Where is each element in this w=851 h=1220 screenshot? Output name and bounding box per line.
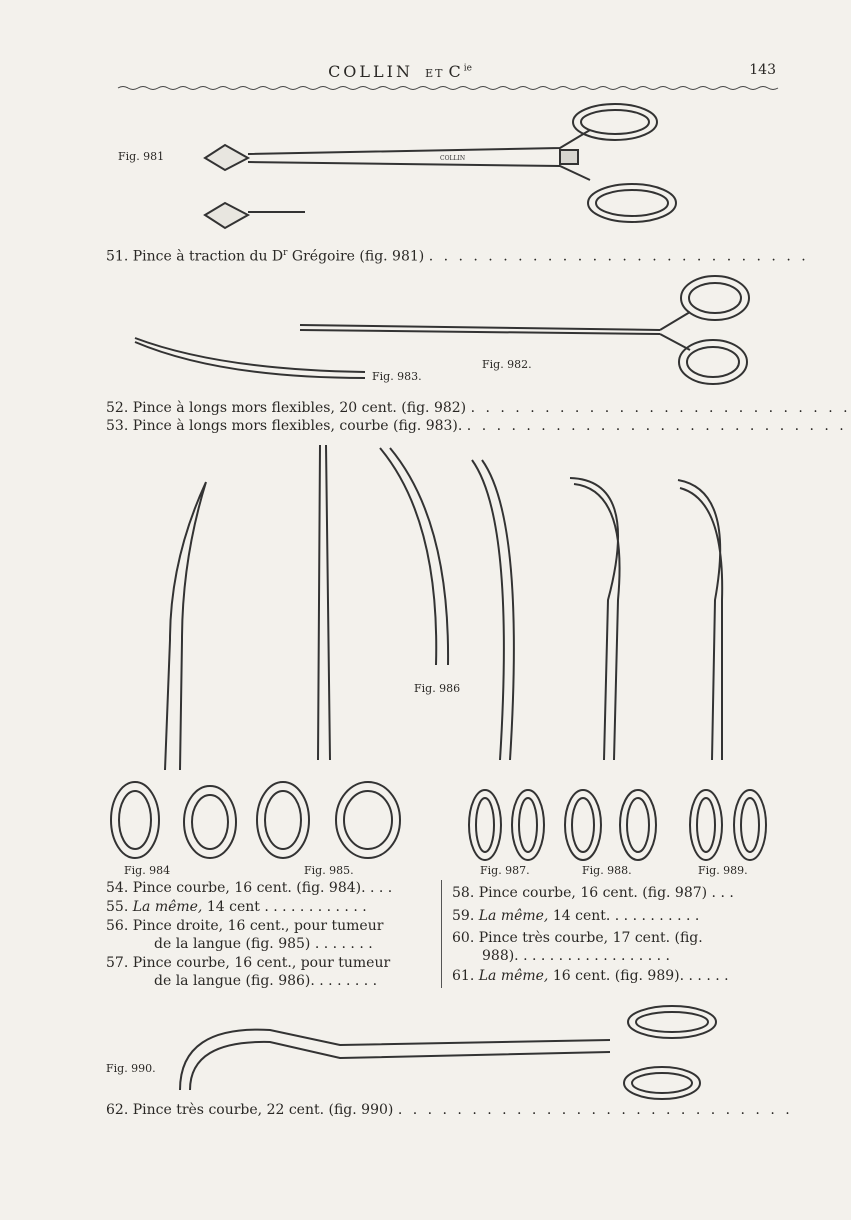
entry-52-text: 52. Pince à longs mors flexibles, 20 cent. (fig. 982)	[106, 400, 467, 416]
entry-51-sup: r	[283, 248, 288, 258]
entry-51-leader: . . . . . . . . . . . . . . . . . . . . . . . . . .	[428, 248, 809, 265]
fig-986-label: Fig. 986	[414, 682, 461, 695]
forceps-984-illustration	[111, 482, 236, 858]
fig-990-label: Fig. 990.	[106, 1062, 156, 1075]
entry-51-text: 51. Pince à traction du D	[106, 248, 284, 265]
entry-62-text: 62. Pince très courbe, 22 cent. (fig. 990)	[106, 1102, 394, 1118]
page-header-title	[0, 62, 800, 81]
entry-62	[106, 1102, 793, 1118]
entry-54: 54. Pince courbe, 16 cent. (fig. 984). . . .	[106, 880, 393, 896]
entry-51	[106, 248, 809, 265]
entry-60-line2: 988). . . . . . . . . . . . . . . . . .	[482, 948, 670, 964]
fig-981-label: Fig. 981	[118, 150, 165, 163]
fig-987-label: Fig. 987.	[480, 864, 530, 877]
entry-55	[106, 899, 367, 915]
forceps-983-illustration	[135, 338, 365, 378]
entry-60-line1: 60. Pince très courbe, 17 cent. (fig.	[452, 930, 703, 946]
entry-61-italic: La même,	[478, 968, 549, 984]
fig-985-label: Fig. 985.	[304, 864, 354, 877]
entry-59-italic: La même,	[478, 908, 549, 924]
entry-57-line2: de la langue (fig. 986). . . . . . . .	[154, 973, 378, 989]
entry-51-text-end: Grégoire (fig. 981)	[287, 248, 425, 265]
header-cie-sup: ie	[463, 63, 472, 74]
brand-mark-981: COLLIN	[440, 155, 466, 162]
forceps-985-illustration	[257, 445, 400, 858]
entry-53-text: 53. Pince à longs mors flexibles, courbe (fig. 983).	[106, 418, 463, 434]
entry-61	[452, 968, 729, 984]
entry-56-line2: de la langue (fig. 985) . . . . . . .	[154, 936, 373, 952]
forceps-987-illustration	[469, 460, 544, 860]
forceps-990-illustration	[180, 1006, 716, 1099]
fig-982-label: Fig. 982.	[482, 358, 532, 371]
entry-58: 58. Pince courbe, 16 cent. (fig. 987) . . .	[452, 885, 734, 901]
fig-983-label: Fig. 983.	[372, 370, 422, 383]
entry-59	[452, 908, 699, 924]
forceps-988-illustration	[565, 478, 656, 860]
entry-55-rest: 14 cent . . . . . . . . . . . .	[202, 899, 367, 915]
fig-988-label: Fig. 988.	[582, 864, 632, 877]
page-number: 143	[749, 62, 776, 78]
header-wavy-rule	[118, 84, 778, 92]
forceps-981-illustration	[205, 104, 676, 228]
header-cie: C	[448, 62, 464, 81]
entry-53-leader: . . . . . . . . . . . . . . . . . . . . . . . . . .	[466, 418, 847, 434]
header-et: ET	[425, 67, 445, 80]
entry-52	[106, 400, 851, 416]
forceps-989-illustration	[678, 480, 766, 860]
header-brand: COLLIN	[328, 62, 413, 81]
entry-56-line1: 56. Pince droite, 16 cent., pour tumeur	[106, 918, 384, 934]
entry-55-italic: La même,	[132, 899, 203, 915]
entry-59-rest: 14 cent. . . . . . . . . . .	[548, 908, 700, 924]
entry-57-line1: 57. Pince courbe, 16 cent., pour tumeur	[106, 955, 391, 971]
forceps-986-illustration	[380, 448, 448, 665]
entry-59-num: 59.	[452, 908, 479, 924]
entry-52-leader: . . . . . . . . . . . . . . . . . . . . . . . . . .	[470, 400, 851, 416]
entry-53	[106, 418, 847, 434]
fig-984-label: Fig. 984	[124, 864, 171, 877]
entry-61-rest: 16 cent. (fig. 989). . . . . .	[548, 968, 729, 984]
column-divider	[441, 880, 442, 988]
entry-62-leader: . . . . . . . . . . . . . . . . . . . . . . . . . . .	[397, 1102, 793, 1118]
entry-61-num: 61.	[452, 968, 479, 984]
fig-989-label: Fig. 989.	[698, 864, 748, 877]
entry-55-num: 55.	[106, 899, 133, 915]
